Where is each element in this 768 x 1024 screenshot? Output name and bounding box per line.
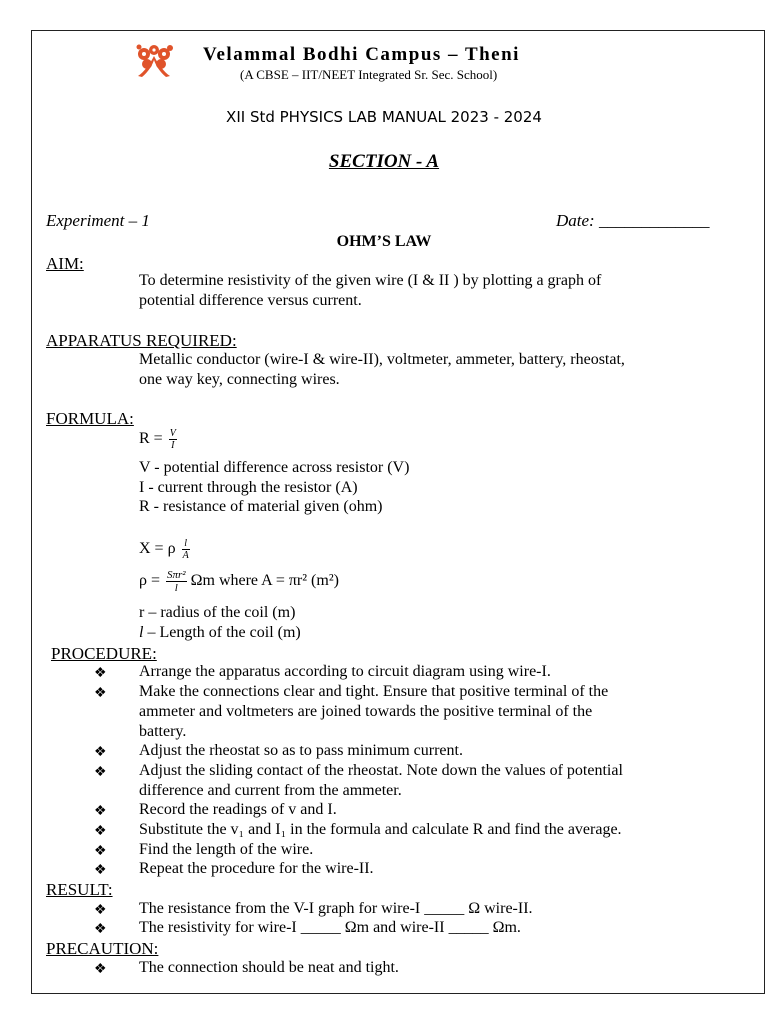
procedure-step-8: Repeat the procedure for the wire-II. — [139, 860, 374, 877]
experiment-title: OHM’S LAW — [336, 233, 432, 250]
bullet-icon: ❖ — [94, 804, 107, 819]
manual-title: XII Std PHYSICS LAB MANUAL 2023 - 2024 — [226, 108, 542, 126]
procedure-step-1: Arrange the apparatus according to circuit diagram using wire-I. — [139, 663, 551, 680]
formula-radius: r – radius of the coil (m) — [139, 604, 296, 621]
formula-r — [139, 428, 177, 451]
bullet-icon: ❖ — [94, 922, 107, 937]
formula-rho — [139, 569, 339, 594]
formula-rho-rhs: Ωm where A = πr² (m²) — [186, 572, 339, 590]
apparatus-line-2: one way key, connecting wires. — [139, 371, 340, 388]
formula-def-v: V - potential difference across resistor (V) — [139, 459, 410, 476]
formula-length — [139, 624, 301, 642]
apparatus-heading: APPARATUS REQUIRED: — [46, 331, 237, 350]
formula-def-i: I - current through the resistor (A) — [139, 479, 358, 496]
formula-r-lhs: R = — [139, 430, 167, 448]
formula-r-denominator: I — [171, 440, 175, 451]
formula-heading: FORMULA: — [46, 409, 134, 428]
procedure-step-5: Record the readings of v and I. — [139, 801, 337, 818]
bullet-icon: ❖ — [94, 765, 107, 780]
procedure-step-2-line-1: Make the connections clear and tight. Ensure that positive terminal of the — [139, 683, 609, 700]
bullet-icon: ❖ — [94, 824, 107, 839]
school-subtitle: (A CBSE – IIT/NEET Integrated Sr. Sec. School) — [240, 67, 498, 82]
length-symbol: l — [139, 624, 144, 641]
formula-x-denominator: A — [182, 550, 189, 561]
result-line-1: The resistance from the V-I graph for wire-I _____ Ω wire-II. — [139, 900, 533, 917]
procedure-step-6: Substitute the v₁ and I₁ in the formula and calculate R and find the average. — [139, 821, 622, 838]
experiment-date: Date: _____________ — [556, 211, 710, 230]
procedure-step-4-line-2: difference and current from the ammeter. — [139, 782, 402, 799]
formula-def-r: R - resistance of material given (ohm) — [139, 498, 383, 515]
result-heading: RESULT: — [46, 880, 113, 899]
aim-line-1: To determine resistivity of the given wire (I & II ) by plotting a graph of — [139, 272, 602, 289]
bullet-icon: ❖ — [94, 666, 107, 681]
length-description: – Length of the coil (m) — [143, 624, 301, 641]
procedure-step-4-line-1: Adjust the sliding contact of the rheostat. Note down the values of potential — [139, 762, 623, 779]
formula-x-numerator: l — [182, 538, 190, 550]
procedure-step-2-line-3: battery. — [139, 723, 187, 740]
section-title: SECTION - A — [328, 151, 440, 172]
school-logo-icon — [134, 42, 176, 80]
bullet-icon: ❖ — [94, 844, 107, 859]
bullet-icon: ❖ — [94, 903, 107, 918]
procedure-step-3: Adjust the rheostat so as to pass minimum current. — [139, 742, 463, 759]
bullet-icon: ❖ — [94, 863, 107, 878]
formula-x-lhs: X = ρ — [139, 540, 180, 558]
result-line-2: The resistivity for wire-I _____ Ωm and wire-II _____ Ωm. — [139, 919, 521, 936]
experiment-number: Experiment – 1 — [46, 211, 150, 230]
formula-r-fraction — [169, 428, 177, 451]
formula-rho-lhs: ρ = — [139, 572, 165, 590]
procedure-heading: PROCEDURE: — [51, 644, 157, 663]
aim-heading: AIM: — [46, 254, 84, 273]
formula-x-fraction — [182, 538, 190, 561]
precaution-line-1: The connection should be neat and tight. — [139, 959, 399, 976]
aim-line-2: potential difference versus current. — [139, 292, 362, 309]
formula-x — [139, 538, 190, 561]
bullet-icon: ❖ — [94, 686, 107, 701]
apparatus-line-1: Metallic conductor (wire-I & wire-II), voltmeter, ammeter, battery, rheostat, — [139, 351, 625, 368]
bullet-icon: ❖ — [94, 745, 107, 760]
procedure-step-2-line-2: ammeter and voltmeters are joined towards the positive terminal of the — [139, 703, 593, 720]
formula-rho-fraction — [166, 569, 187, 594]
formula-rho-denominator: l — [174, 582, 178, 594]
school-name: Velammal Bodhi Campus – Theni — [203, 44, 520, 65]
formula-rho-numerator: Sπr² — [167, 569, 186, 581]
procedure-step-7: Find the length of the wire. — [139, 841, 314, 858]
bullet-icon: ❖ — [94, 962, 107, 977]
formula-r-numerator: V — [169, 428, 176, 439]
precaution-heading: PRECAUTION: — [46, 939, 159, 958]
